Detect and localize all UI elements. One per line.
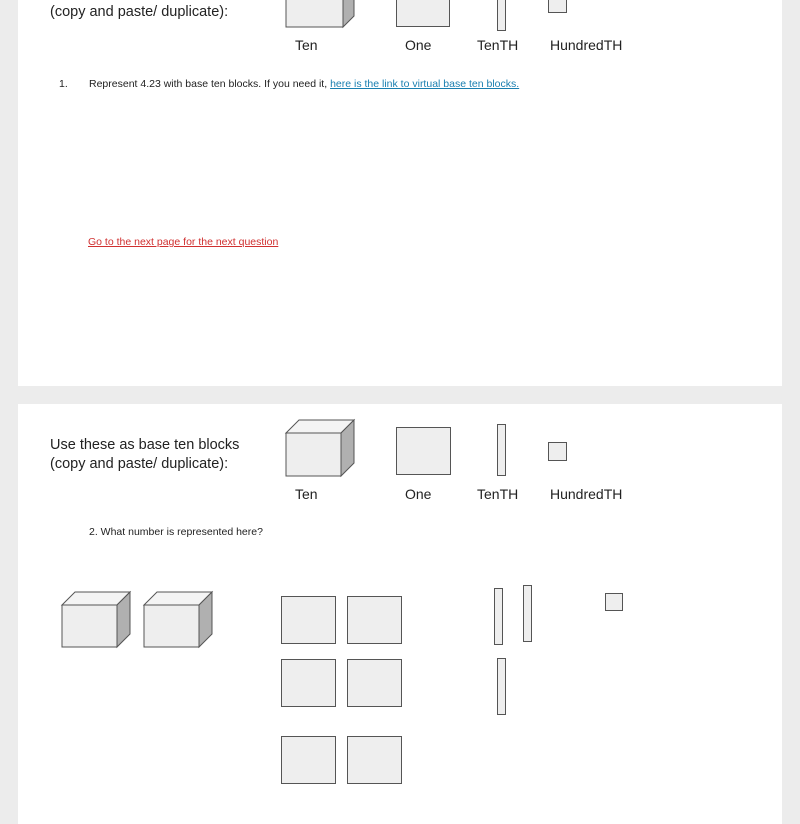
document-page-1 [18,0,782,386]
one-flat-block [281,659,336,707]
question-1-prompt: Represent 4.23 with base ten blocks. If you need it, [89,78,331,90]
ten-cube-block [142,592,214,650]
legend-line-1: Use these as base ten blocks [50,437,240,453]
tenth-rod-block [497,0,506,31]
next-page-link[interactable]: Go to the next page for the next question [88,236,279,248]
one-flat-block [347,736,402,784]
legend-line-2: (copy and paste/ duplicate): [50,4,229,20]
label-tenth: TenTH [477,37,519,53]
tenth-rod-block [497,424,506,476]
one-flat-block [281,596,336,644]
tenth-rod-block [494,588,503,645]
hundredth-unit-block [548,0,567,13]
one-flat-block [281,736,336,784]
one-flat-block [396,427,451,475]
legend-line-2: (copy and paste/ duplicate): [50,456,229,472]
one-flat-block [396,0,450,27]
question-1-text [89,78,519,90]
tenth-rod-block [523,585,532,642]
question-1-number: 1. [59,78,68,90]
ten-cube-block [284,0,356,28]
document-page-2 [18,404,782,824]
hundredth-unit-block [548,442,567,461]
label-one: One [405,37,432,53]
label-one: One [405,486,432,502]
one-flat-block [347,659,402,707]
question-2-prompt: 2. What number is represented here? [89,526,263,538]
ten-cube-block [284,420,356,478]
label-ten: Ten [295,37,318,53]
label-hundredth: HundredTH [550,486,623,502]
label-hundredth: HundredTH [550,37,623,53]
one-flat-block [347,596,402,644]
label-ten: Ten [295,486,318,502]
tenth-rod-block [497,658,506,715]
label-tenth: TenTH [477,486,519,502]
hundredth-unit-block [605,593,623,611]
virtual-base-ten-link[interactable]: here is the link to virtual base ten blocks. [330,78,520,90]
ten-cube-block [60,592,132,650]
